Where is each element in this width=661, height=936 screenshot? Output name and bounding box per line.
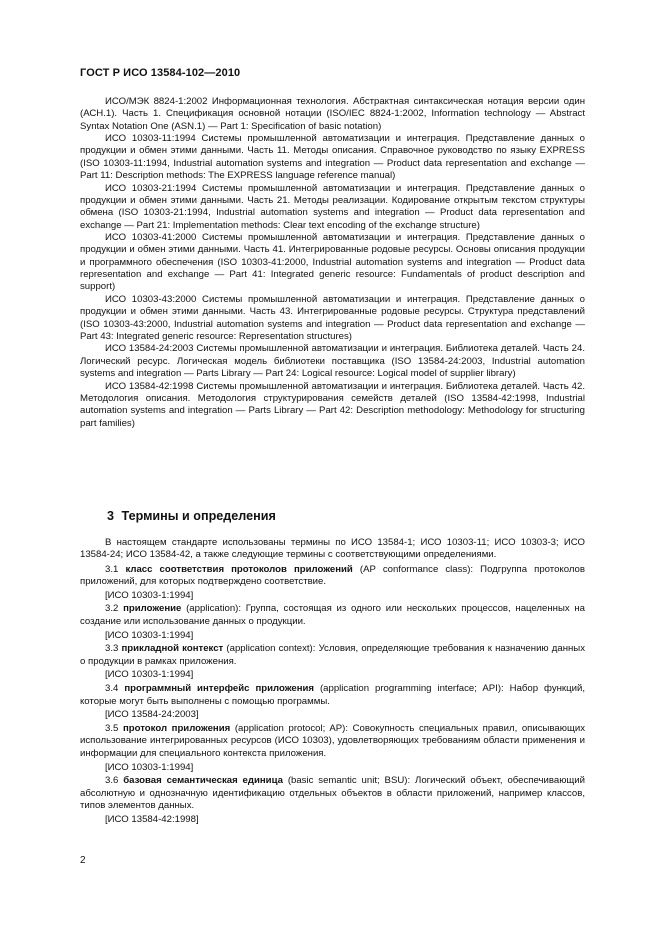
term-source: [ИСО 10303-1:1994]: [105, 669, 194, 681]
page-number: 2: [80, 855, 86, 866]
term-entry: [80, 564, 585, 589]
term-name: базовая семантическая единица: [123, 775, 283, 787]
term-definition: (application): Группа, состоящая из одного или нескольких процессов, нацеленных на создание или использование данных о продукции.: [80, 603, 586, 627]
terms-and-definitions: [80, 537, 585, 828]
page-header: ГОСТ Р ИСО 13584-102—2010: [80, 67, 241, 79]
term-entry: [80, 723, 585, 760]
reference-item: ИСО 10303-21:1994 Системы промышленной автоматизации и интеграция. Представление данных о продукции и обмен этими данными. Часть 21. Методы реализации. Кодирование открытым текстом структуры обмена (ISO 10303-21:1994, Industrial automation systems and integration — Product data representation and exchange — Part 21: Implementation methods: Clear text encoding of the exchange structure): [80, 182, 585, 231]
term-entry: [80, 683, 585, 708]
term-definition: (application protocol; AP): Совокупность специальных правил, описывающих использование интегрированных ресурсов (ИСО 10303), удовлетворяющих требованиям области применения и информации для специального контекста приложения.: [80, 723, 585, 759]
term-number: 3.1: [105, 563, 119, 575]
term-name: приложение: [123, 603, 182, 615]
reference-item: ИСО 10303-43:2000 Системы промышленной автоматизации и интеграция. Представление данных о продукции и обмен этими данными. Часть 43. Интегрированные родовые ресурсы. Структура представлений (ISO 10303-43:2000, Industrial automation systems and integration — Product data representation and exchange — Part 43: Integrated generic resource: Representation structures): [80, 293, 585, 342]
term-source: [ИСО 10303-1:1994]: [105, 761, 194, 773]
reference-item: ИСО/МЭК 8824-1:2002 Информационная технология. Абстрактная синтаксическая нотация версии один (АСН.1). Часть 1. Спецификация основной нотации (ISO/IEC 8824-1:2002, Information technology — Abstract Syntax Notation One (ASN.1) — Part 1: Specification of basic notation): [80, 96, 585, 132]
term-number: 3.3: [105, 643, 119, 655]
term-name: прикладной контекст: [121, 643, 224, 655]
term-name: программный интерфейс приложения: [124, 683, 314, 695]
section-heading: [107, 509, 280, 523]
term-source: [ИСО 13584-24:2003]: [105, 709, 199, 721]
term-source: [ИСО 10303-1:1994]: [105, 629, 194, 641]
term-definition: (AP conformance class): Подгруппа протоколов приложений, для которых подтверждено соответствие.: [80, 563, 585, 587]
term-source: [ИСО 10303-1:1994]: [105, 589, 194, 601]
section-number: 3: [107, 509, 115, 523]
term-name: класс соответствия протоколов приложений: [125, 563, 353, 575]
normative-references: [80, 96, 585, 430]
reference-item: ИСО 10303-11:1994 Системы промышленной автоматизации и интеграция. Представление данных о продукции и обмен этими данными. Часть 11. Методы описания. Справочное руководство по языку EXPRESS (ISO 10303-11:1994, Industrial automation systems and integration — Product data representation and exchange — Part 11: Description methods: The EXPRESS language reference manual): [80, 133, 585, 182]
term-definition: (application programming interface; API): Набор функций, которые могут быть выполнены с помощью программы.: [80, 683, 585, 707]
term-number: 3.5: [105, 723, 119, 735]
term-definition: (basic semantic unit; BSU): Логический объект, обеспечивающий абсолютную и однозначную идентификацию отдельных объектов в области приложений, например классов, типов элементов данных.: [80, 775, 586, 811]
term-entry: [80, 643, 585, 668]
term-number: 3.4: [105, 683, 119, 695]
term-entry: [80, 775, 585, 812]
term-entry: [80, 603, 585, 628]
term-number: 3.6: [105, 775, 119, 787]
reference-item: ИСО 10303-41:2000 Системы промышленной автоматизации и интеграция. Представление данных о продукции и обмен этими данными. Часть 41. Интегрированные родовые ресурсы. Основы описания продукции и программного обеспечения (ISO 10303-41:2000, Industrial automation systems and integration — Product data representation and exchange — Part 41: Integrated generic resource: Fundamentals of product description and support): [80, 232, 585, 293]
reference-item: ИСО 13584-24:2003 Системы промышленной автоматизации и интеграция. Библиотека деталей. Часть 24. Логический ресурс. Логическая модель библиотеки поставщика (ISO 13584-24:2003, Industrial automation systems and integration — Parts Library — Part 24: Logical resource: Logical model of supplier library): [80, 343, 585, 380]
reference-item: ИСО 13584-42:1998 Системы промышленной автоматизации и интеграция. Библиотека деталей. Часть 42. Методология описания. Методология структурирования семейств деталей (ISO 13584-42:1998, Industrial automation systems and integration — Parts Library — Part 42: Description methodology: Methodology for structuring part families): [80, 380, 585, 429]
term-definition: (application context): Условия, определяющие требования к назначению данных о продукции в рамках приложения.: [80, 643, 585, 667]
term-name: протокол приложения: [122, 723, 231, 735]
section-title: Термины и определения: [121, 509, 276, 523]
term-source: [ИСО 13584-42:1998]: [105, 813, 199, 825]
term-number: 3.2: [105, 603, 119, 615]
section-intro: В настоящем стандарте использованы термины по ИСО 13584-1; ИСО 10303-11; ИСО 10303-3; ИСО 13584-24; ИСО 13584-42, а также следующие термины с соответствующими определениями.: [80, 537, 585, 561]
